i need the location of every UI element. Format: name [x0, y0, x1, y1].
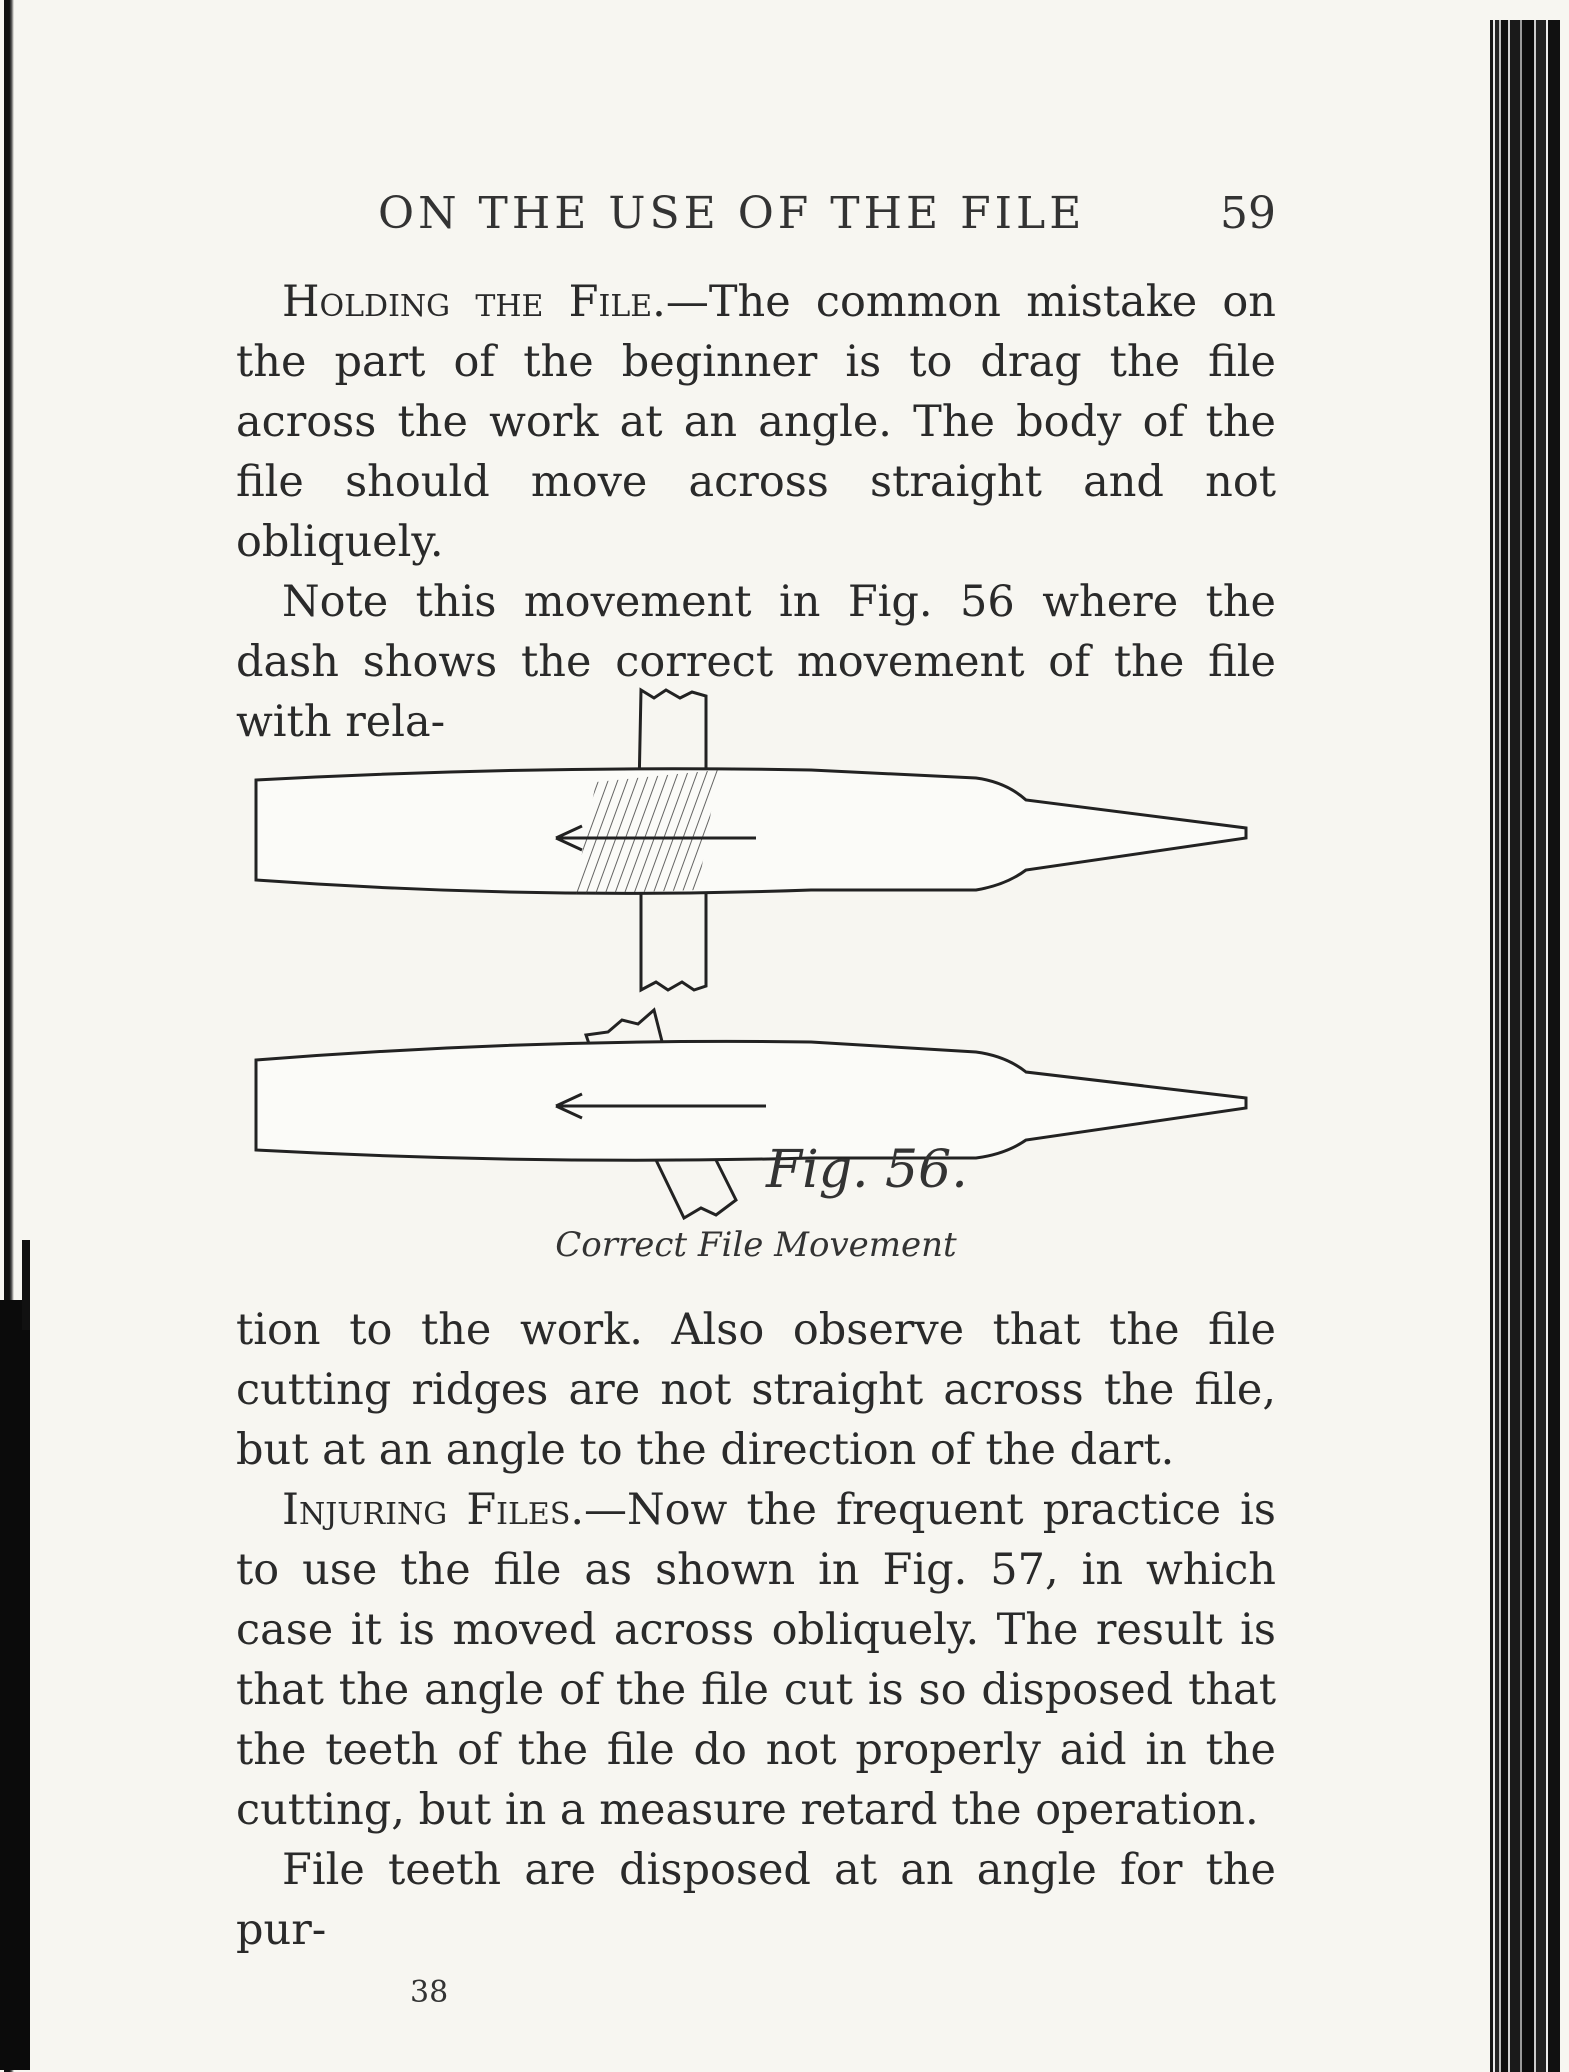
page-header: [236, 188, 1276, 248]
scan-edge-right: [1490, 20, 1560, 2072]
signature-mark: 38: [410, 1975, 449, 2010]
figure-label: Fig. 56.: [766, 1140, 968, 1200]
paragraph-text: —The common mistake on the part of the beginner is to drag the file across the work at an angle. The body of the file should move across straight and not obliquely.: [236, 277, 1277, 567]
figure-56: [236, 670, 1276, 1230]
section-lead-injuring: Injuring Files.: [282, 1485, 585, 1535]
paragraph-text: —Now the frequent practice is to use the file as shown in Fig. 57, in which case it is moved across obliquely. The result is that the angle of the file cut is so disposed that the teeth of the file do not properly aid in the cutting, but in a measure retard the operation.: [236, 1485, 1276, 1835]
scan-shadow-left: [0, 1300, 30, 2070]
text-block-bottom: [236, 1300, 1276, 1960]
file-top: [256, 769, 1246, 894]
file-bottom: [256, 1041, 1246, 1160]
paragraph-file-teeth: File teeth are disposed at an angle for the pur-: [236, 1845, 1276, 1955]
page-number: 59: [1220, 188, 1276, 239]
paragraph-continued: tion to the work. Also observe that the file cutting ridges are not straight across the file, but at an angle to the direction of the dart.: [236, 1305, 1276, 1475]
paragraph-note-movement: Note this movement in Fig. 56 where the dash shows the correct movement of the file with rela-: [236, 577, 1276, 747]
file-movement-illustration: [236, 670, 1276, 1230]
running-head: ON THE USE OF THE FILE: [378, 188, 1086, 239]
paragraph-injuring-files: [236, 1480, 1276, 1840]
section-lead-holding: Holding the File.: [282, 277, 666, 327]
paragraph-holding-the-file: [236, 272, 1276, 572]
figure-caption: Correct File Movement: [555, 1225, 957, 1265]
